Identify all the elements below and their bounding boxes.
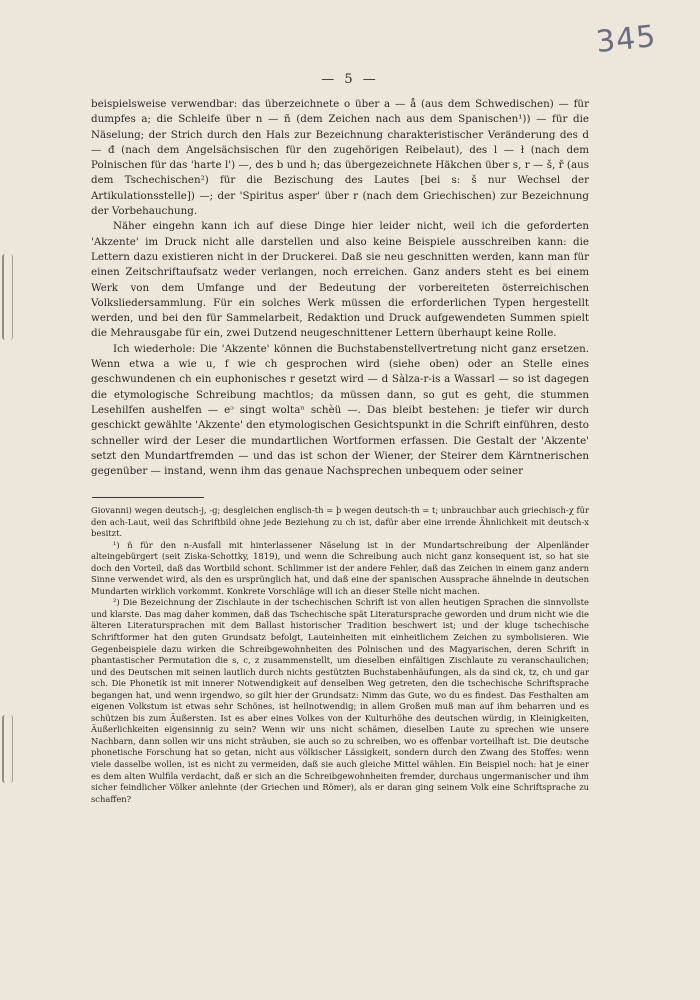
paragraph: beispielsweise verwendbar: das überzeichnete o über a — å (aus dem Schwedischen) — für dumpfes a; die Schleife über n — ñ (dem Zeichen nach aus dem Spanischen¹)) — für die Näselung; der Strich durch den Hals zur Bezeichnung charakteristischer Veränderung des d — đ (nach dem Angelsächsischen für den zugehörigen Reibelaut), des l — ł (nach dem Polnischen für das 'harte l') —, des b und h; das übergezeichnete Häkchen über s, r — š, ř (aus dem Tschechischen²) für die Bezischung des Lautes [bei s: š nur Wechsel der Artikulationsstelle]) —; der 'Spiritus asper' über r (nach dem Griechischen) zur Bezeichnung der Vorbehauchung. — [91, 98, 589, 218]
footnote-1: ¹) ñ für den n-Ausfall mit hinterlassener Näselung ist in der Mundartschreibung der Alpenländer alteingebürgert (seit Ziska-Schottky, 1819), und wenn die Schreibung auch nicht ganz konsequent ist, so hat sie doch den Vorteil, daß das Wortbild schont. Schlimmer ist der andere Fehler, daß das Zeichen in einem ganz andern Sinne verwendet wird, als den es ursprünglich hat, und daß eine der spanischen Aussprache ähnelnde in deutschen Mundarten wirklich vorkommt. Konkrete Vorschläge will ich an dieser Stelle nicht machen. — [91, 539, 589, 596]
main-text — [91, 97, 589, 479]
footnote-2: ²) Die Bezeichnung der Zischlaute in der tschechischen Schrift ist von allen heutigen Sprachen die sinnvollste und klarste. Das mag daher kommen, daß das Tschechische spät Literatursprache geworden und drum nicht wie die älteren Literatursprachen mit dem Ballast historischer Tradition beschwert ist; und der kluge tschechische Schriftformer hat den guten Grundsatz befolgt, Lauteinheiten mit einheitlichem Zeichen zu symbolisieren. Wie Gegenbeispiele dazu wirken die Schreibgewohnheiten des Polnischen und des Magyarischen, deren Schrift in phantastischer Permutation die s, c, z zusammenstellt, um dieselben einfältigen Zischlaute zu veranschaulichen; und des Deutschen mit seinen lautlich durch nichts gestützten Buchstabenhäufungen, als da sind ck, tz, ch und gar sch. Die Phonetik ist mit innerer Notwendigkeit auf denselben Weg getreten, den die tschechische Schriftsprache begangen hat, und wenn irgendwo, so gilt hier der Grundsatz: Nimm das Gute, wo du es findest. Das Festhalten am eigenen Volkstum ist etwas sehr Schönes, ist heilnotwendig; in allem Großen muß man auf ihm beharren und es schützen bis zum Äußersten. Ist es aber eines Volkes von der Kulturhöhe des deutschen würdig, in Kleinigkeiten, Äußerlichkeiten eigensinnig zu sein? Wenn wir uns nicht schämen, dieselben Laute zu sprechen wie unsere Nachbarn, dann sollen wir uns nicht sträuben, sie auch so zu schreiben, wo es offenbar vorteilhaft ist. Die deutsche phonetische Forschung hat so getan, nicht aus völkischer Lässigkeit, sondern durch den Zwang des Stoffes: wenn viele dasselbe wollen, ist es nicht zu vermeiden, daß sie auch gleiche Mittel wählen. Ein Beispiel noch: hat je einer es dem alten Wulfila verdacht, daß er sich an die Schreibgewohnheiten fremder, durchaus ungermanischer und ihm sicher feindlicher Völker anlehnte (der Griechen und Römer), als er daran ging seinem Volk eine Schriftsprache zu schaffen? — [91, 597, 589, 804]
handwritten-page-number: 345 — [594, 18, 658, 61]
paragraph: Ich wiederhole: Die 'Akzente' können die Buchstabenstellvertretung nicht ganz ersetzen. Wenn etwa a wie u, f wie ch gesprochen wird (siehe oben) oder an Stelle eines geschwundenen ch ein euphonisches r gesetzt wird — d Sàlza-r-is a Wassarl — so ist dagegen die etymologische Schreibung machtlos; da müssen dann, so gut es geht, die stummen Lesehilfen aushelfen — eᵓ singt woltaⁿ schèü —. Das bleibt bestehen: je tiefer wir durch geschickt gewählte 'Akzente' den etymologischen Gesichtspunkt in die Schrift einführen, desto schneller wird der Leser die mundartlichen Wortformen erfassen. Die Gestalt der 'Akzente' setzt den Mundartfremden — und das ist schon der Wiener, der Steirer dem Kärntnerischen gegenüber — instand, wenn ihm das genaue Nachsprechen unbequem oder seiner — [91, 342, 589, 478]
paragraph: Näher eingehn kann ich auf diese Dinge hier leider nicht, weil ich die geforderten 'Akzente' im Druck nicht alle darstellen und also keine Beispiele ausschreiben kann: die Lettern dazu existieren nicht in der Druckerei. Daß sie neu geschnitten werden, kann man für einen Zeitschriftaufsatz weder verlangen, noch erreichen. Ganz anders steht es bei einem Werk von dem Umfange und der Bedeutung der vorbereiteten österreichischen Volksliedersammlung. Für ein solches Werk müssen die erforderlichen Typen hergestellt werden, und bei den für Sammelarbeit, Redaktion und Druck aufgewendeten Summen spielt die Mehrausgabe für ein, zwei Dutzend neugeschnittener Lettern überhaupt keine Rolle. — [91, 220, 589, 340]
footnote-separator — [92, 497, 204, 498]
binding-mark-bottom — [2, 715, 13, 783]
footnotes — [91, 505, 589, 805]
binding-mark-top — [2, 254, 13, 340]
page-number: — 5 — — [321, 72, 379, 87]
footnote-continuation: Giovanni) wegen deutsch-j, -g; desgleichen englisch-th = þ wegen deutsch-th = t; unbrauchbar auch griechisch-χ für den ach-Laut, weil das Schriftbild ohne jede Beziehung zu ch ist, dafür aber eine irrende Ähnlichkeit mit deutsch-x besitzt. — [91, 505, 589, 539]
